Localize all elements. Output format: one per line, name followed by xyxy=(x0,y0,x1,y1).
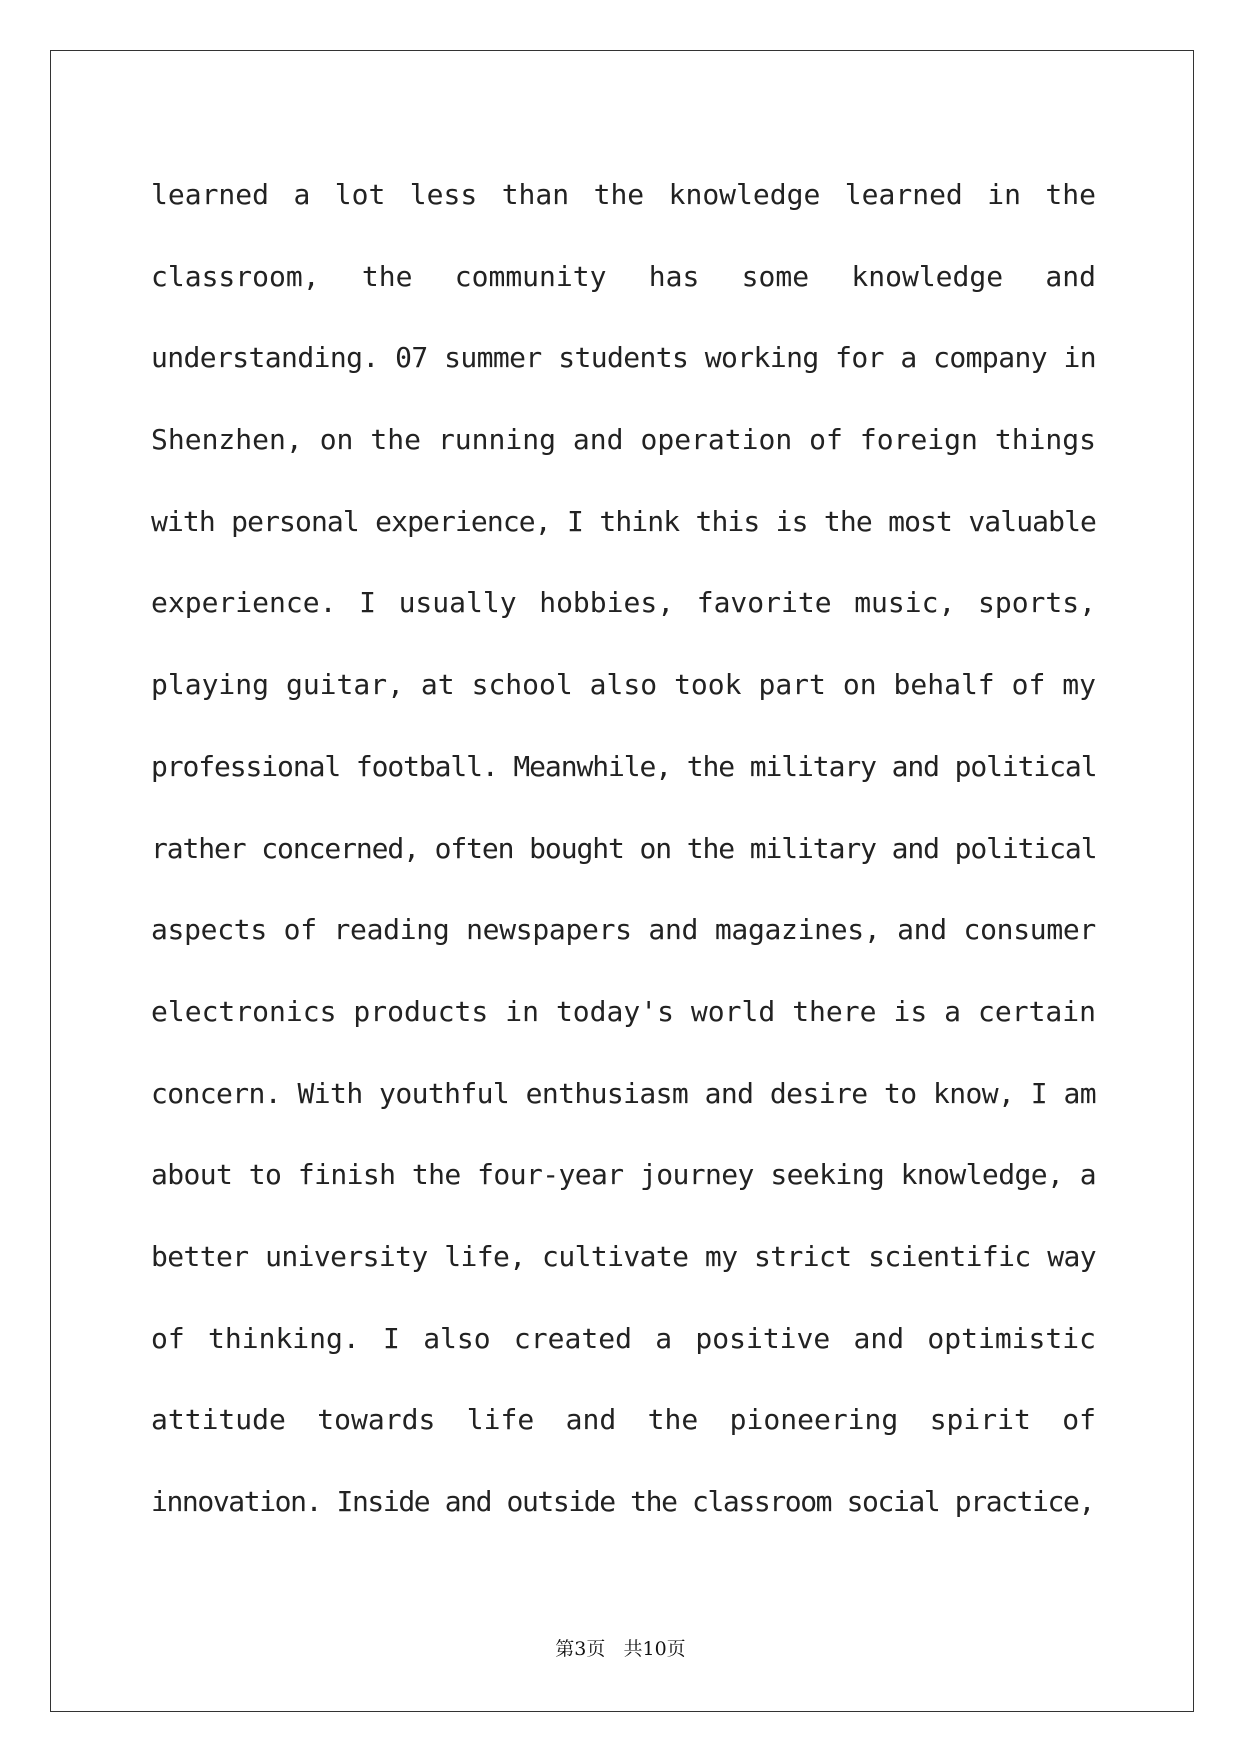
text-line-2: classroom, the community has some knowledge and xyxy=(151,259,1096,293)
text-line-7: playing guitar, at school also took part on behalf of my xyxy=(151,668,1096,702)
text-line-1: learned a lot less than the knowledge learned in the xyxy=(151,178,1096,211)
text-line-12: concern. With youthful enthusiasm and desire to know, I am xyxy=(151,1076,1096,1110)
text-line-4: Shenzhen, on the running and operation of foreign things xyxy=(151,423,1096,457)
page-number: 第3页 共10页 xyxy=(555,1638,686,1660)
body-text xyxy=(151,168,1096,1557)
text-line-8: professional football. Meanwhile, the military and political xyxy=(151,749,1097,783)
text-line-3: understanding. 07 summer students working for a company in xyxy=(151,341,1096,375)
text-line-5: with personal experience, I think this is the most valuable xyxy=(151,504,1096,538)
text-line-11: electronics products in today's world there is a certain xyxy=(151,994,1096,1028)
text-line-13: about to finish the four-year journey seeking knowledge, a xyxy=(151,1158,1096,1192)
text-line-16: attitude towards life and the pioneering spirit of xyxy=(151,1403,1096,1437)
text-line-6: experience. I usually hobbies, favorite music, sports, xyxy=(151,586,1096,620)
text-line-10: aspects of reading newspapers and magazines, and consumer xyxy=(151,913,1096,947)
text-line-15: of thinking. I also created a positive and optimistic xyxy=(151,1321,1096,1355)
text-line-14: better university life, cultivate my strict scientific way xyxy=(151,1239,1096,1273)
text-line-9: rather concerned, often bought on the military and political xyxy=(151,831,1097,865)
text-line-17: innovation. Inside and outside the classroom social practice, xyxy=(151,1485,1094,1518)
